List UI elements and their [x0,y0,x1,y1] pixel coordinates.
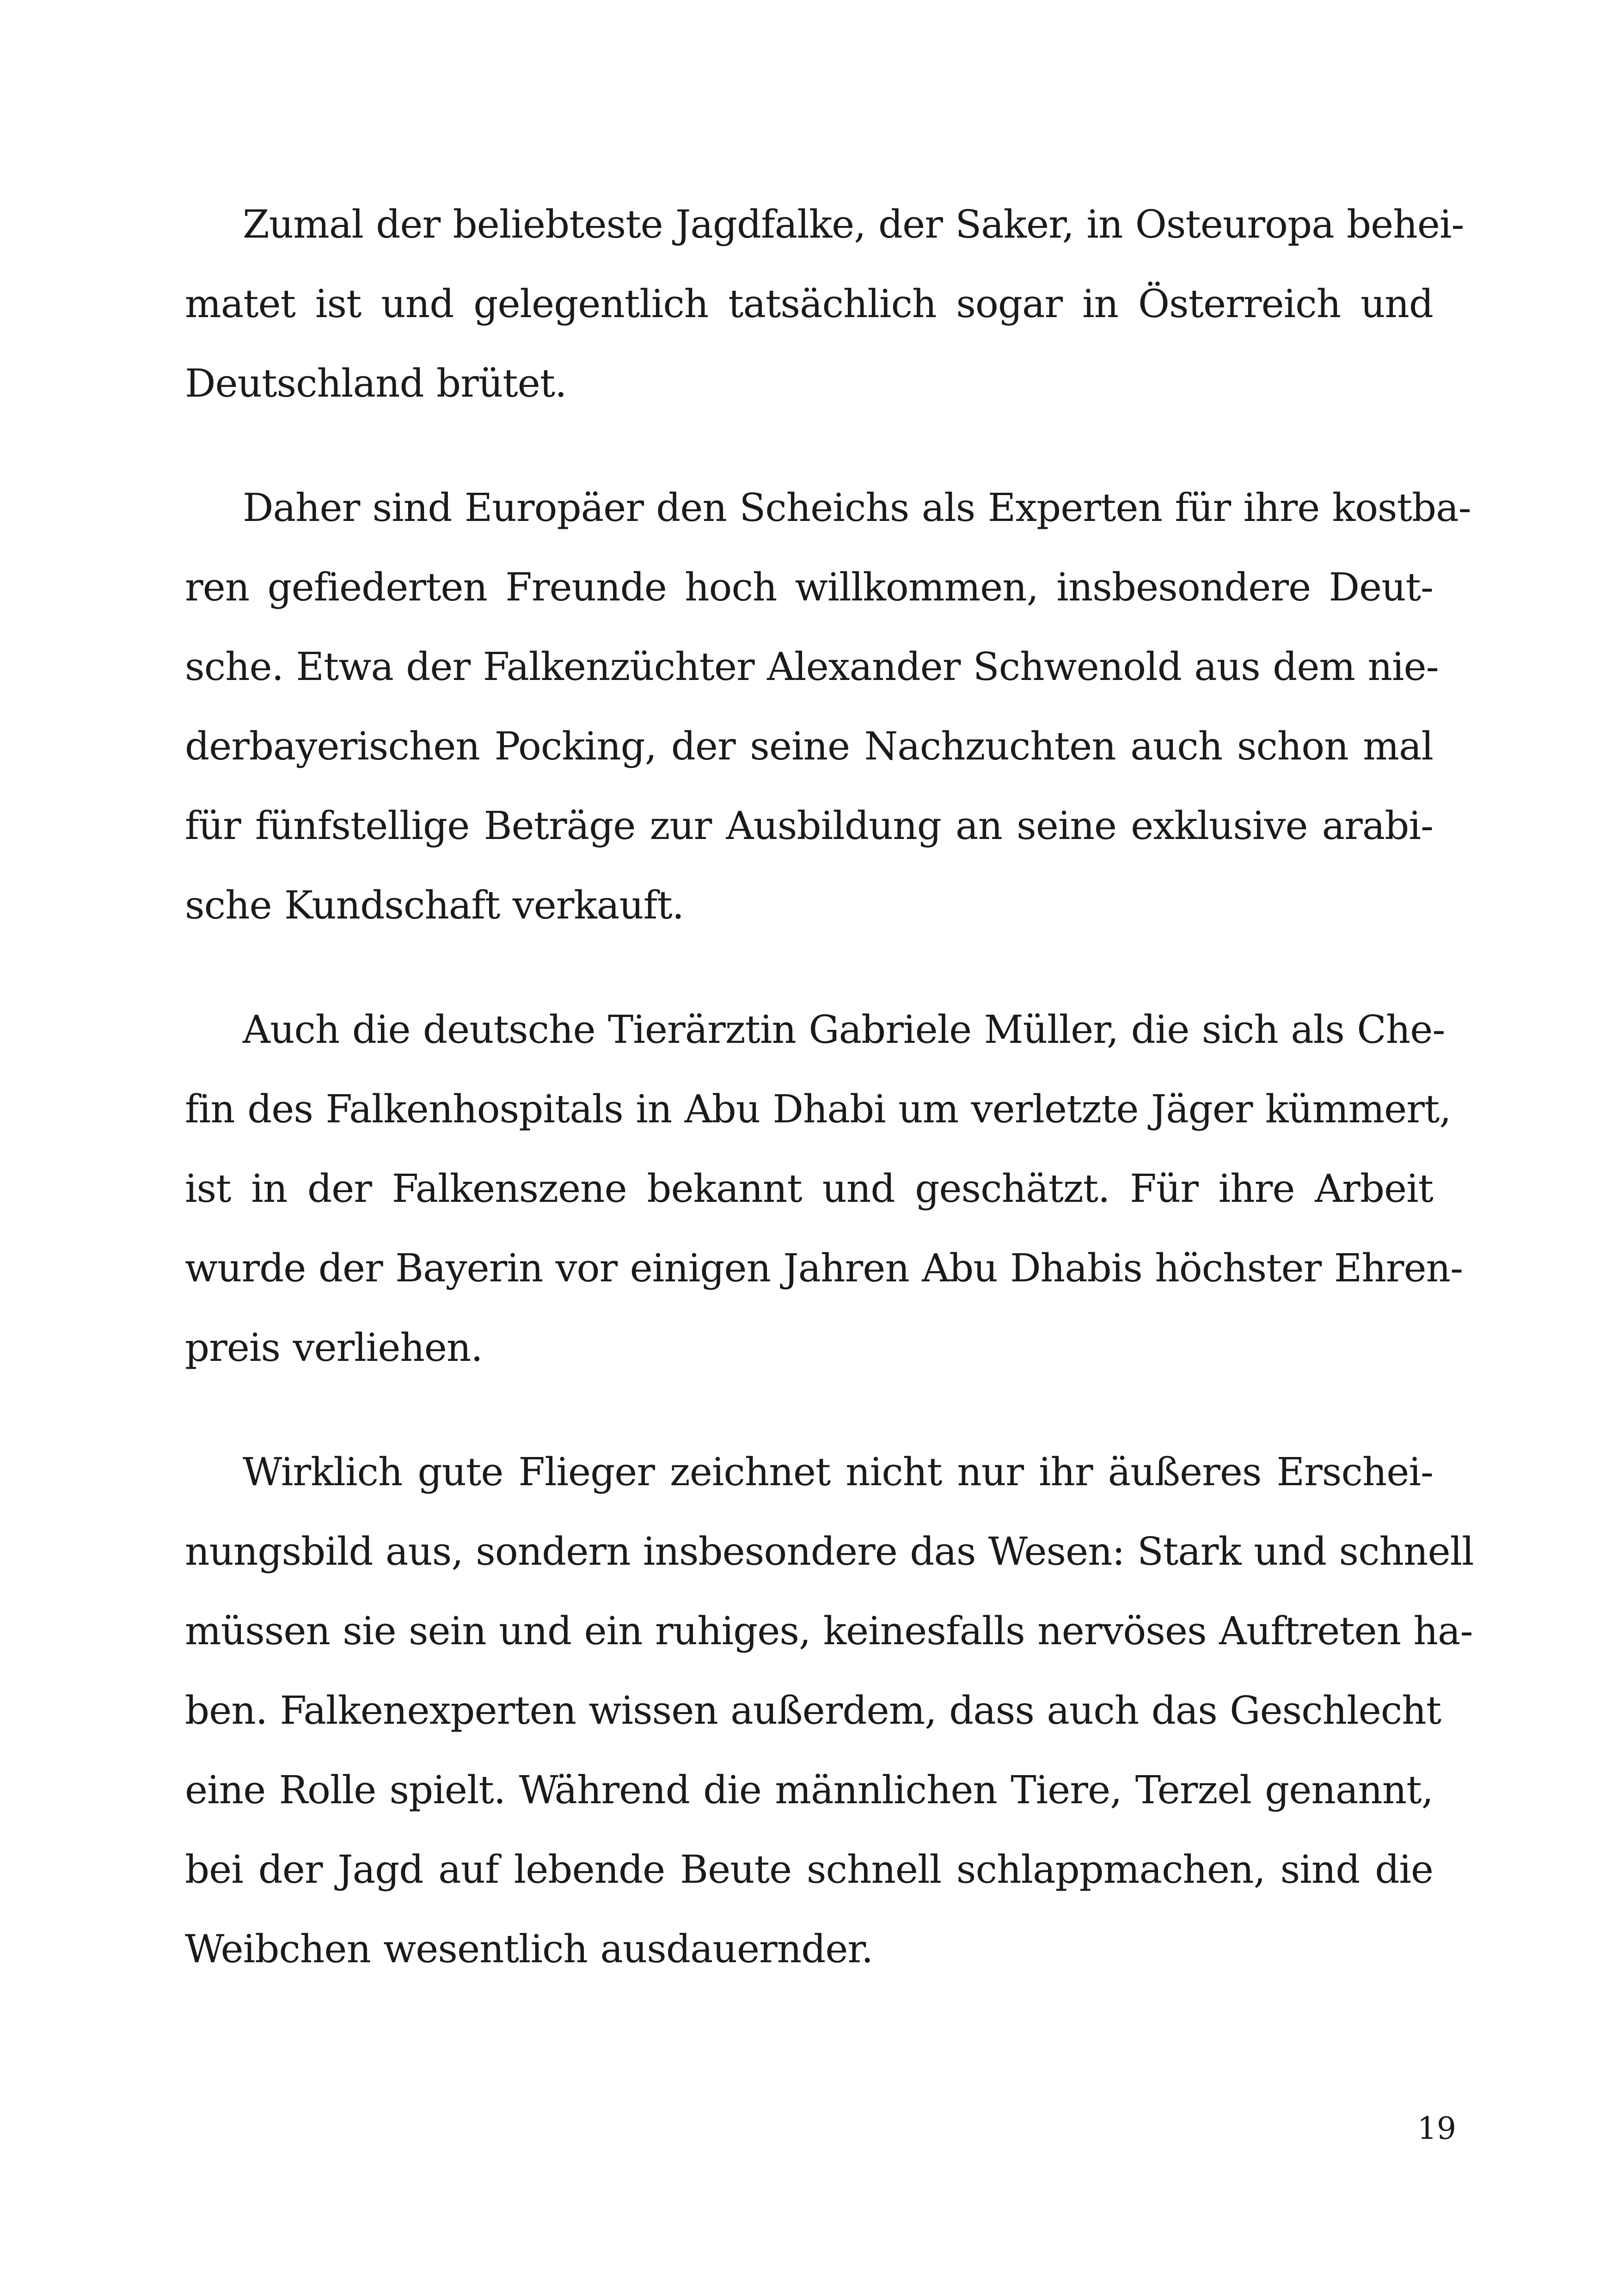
text-line: Zumal der beliebteste Jagdfalke, der Saker, in Osteuropa behei- [243,202,1464,247]
text-line: fin des Falkenhospitals in Abu Dhabi um verletzte Jäger kümmert, [185,1087,1451,1132]
text-line: müssen sie sein und ein ruhiges, keinesfalls nervöses Auftreten ha- [185,1609,1473,1653]
text-line: Deutschland brütet. [185,361,567,406]
body-text [185,185,1474,2034]
paragraph-4 [185,1433,1474,1989]
text-line: matet ist und gelegentlich tatsächlich sogar in Österreich und [185,282,1433,326]
text-line: ren gefiederten Freunde hoch willkommen, insbesondere Deut- [185,565,1433,610]
text-line: bei der Jagd auf lebende Beute schnell schlappmachen, sind die [185,1847,1433,1892]
text-line: für fünfstellige Beträge zur Ausbildung an seine exklusive arabi- [185,803,1433,848]
paragraph-2 [185,468,1471,945]
text-line: preis verliehen. [185,1325,483,1370]
text-line: ben. Falkenexperten wissen außerdem, dass auch das Geschlecht [185,1688,1441,1733]
text-line: sche. Etwa der Falkenzüchter Alexander Schwenold aus dem nie- [185,644,1439,689]
text-line: Wirklich gute Flieger zeichnet nicht nur ihr äußeres Erschei- [243,1450,1433,1494]
text-line: ist in der Falkenszene bekannt und geschätzt. Für ihre Arbeit [185,1166,1433,1211]
text-line: nungsbild aus, sondern insbesondere das Wesen: Stark und schnell [185,1529,1474,1574]
text-line: wurde der Bayerin vor einigen Jahren Abu Dhabis höchster Ehren- [185,1246,1463,1291]
paragraph-1 [185,185,1464,423]
text-line: Auch die deutsche Tierärztin Gabriele Müller, die sich als Che- [243,1007,1445,1052]
text-line: sche Kundschaft verkauft. [185,883,684,928]
text-line: Weibchen wesentlich ausdauernder. [185,1927,873,1971]
text-line: eine Rolle spielt. Während die männlichen Tiere, Terzel genannt, [185,1768,1433,1812]
text-line: derbayerischen Pocking, der seine Nachzuchten auch schon mal [185,724,1433,769]
paragraph-3 [185,990,1463,1388]
text-line: Daher sind Europäer den Scheichs als Experten für ihre kostba- [243,485,1471,530]
page-number: 19 [1417,2111,1456,2146]
